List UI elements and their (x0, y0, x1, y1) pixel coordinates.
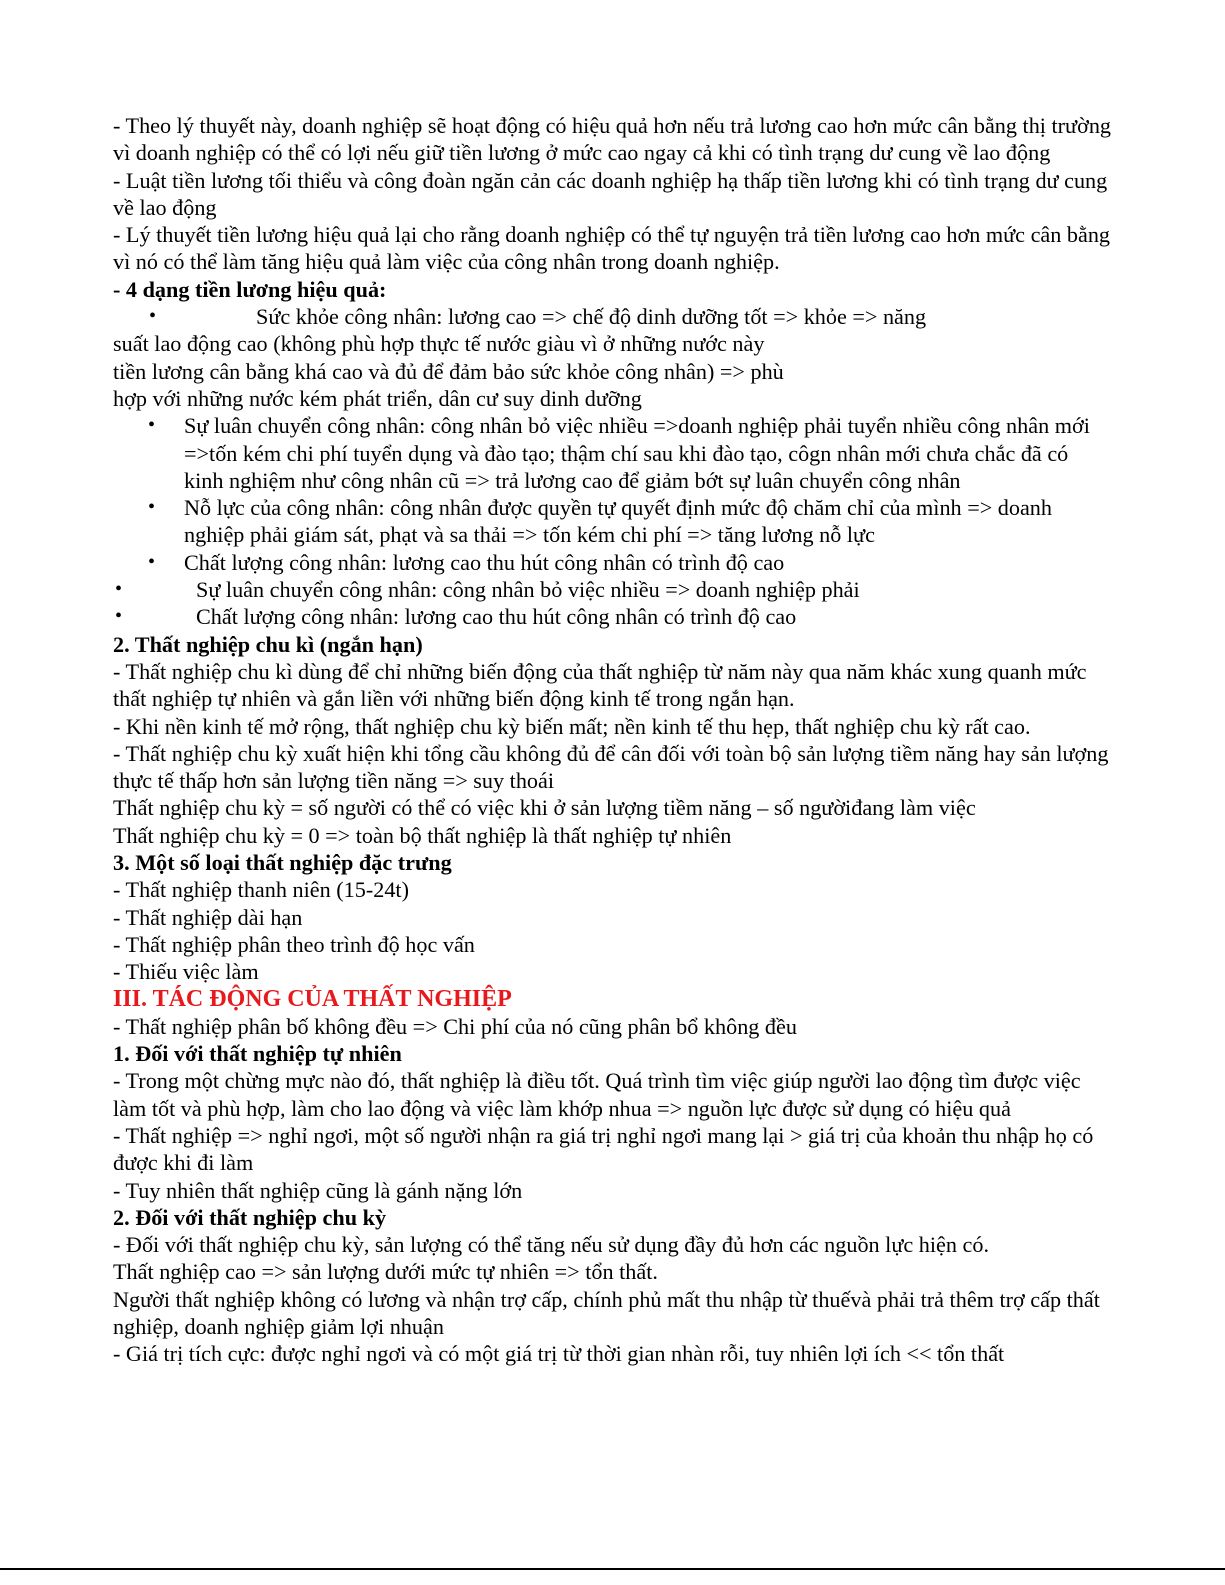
paragraph-efficiency-theory: - Theo lý thuyết này, doanh nghiệp sẽ hoạt động có hiệu quả hơn nếu trả lương cao hơn mức cân bằng thị trường vì doanh nghiệp có thể có lợi nếu giữ tiền lương ở mức cao ngay cả khi có tình trạng dư cung về lao động (113, 113, 1112, 166)
bullet-quality (113, 549, 1113, 576)
heading-special-types: 3. Một số loại thất nghiệp đặc trưng (113, 850, 452, 876)
paragraph-natural-burden: - Tuy nhiên thất nghiệp cũng là gánh nặng lớn (113, 1177, 523, 1203)
paragraph-natural-rest: - Thất nghiệp => nghỉ ngơi, một số người nhận ra giá trị nghỉ ngơi mang lại > giá trị của khoản thu nhập họ có được khi đi làm (113, 1122, 1094, 1176)
paragraph-cyclical-expand: - Khi nền kinh tế mở rộng, thất nghiệp chu kỳ biến mất; nền kinh tế thu hẹp, thất nghiệp chu kỳ rất cao. (113, 713, 1031, 739)
paragraph-cyclical-demand: - Thất nghiệp chu kỳ xuất hiện khi tổng cầu không đủ để cân đối với toàn bộ sản lượng tiềm năng hay sản lượng thực tế thấp hơn sản lượng tiền năng => suy thoái (113, 740, 1109, 794)
formula-cyclical: Thất nghiệp chu kỳ = số người có thể có việc khi ở sản lượng tiềm năng – số ngườiđang làm việc (113, 795, 976, 821)
list-item-long-term: - Thất nghiệp dài hạn (113, 904, 303, 930)
heading-cyclical-impact: 2. Đối với thất nghiệp chu kỳ (113, 1204, 387, 1230)
bullet-turnover-text: Sự luân chuyển công nhân: công nhân bỏ việc nhiều =>doanh nghiệp phải tuyển nhiều công nhân mới =>tốn kém chi phí tuyển dụng và đào tạo; thậm chí sau khi đào tạo, côgn nhân mới chưa chắc đã có kinh nghiệm như công nhân cũ => trả lương cao để giảm bớt sự luân chuyển công nhân (184, 413, 1090, 493)
paragraph-efficiency-wage: - Lý thuyết tiền lương hiệu quả lại cho rằng doanh nghiệp có thể tự nguyện trả tiền lương cao hơn mức cân bằng vì nó có thể làm tăng hiệu quả làm việc của công nhân trong doanh nghiệp. (113, 222, 1111, 275)
bullet-health-cont-2: tiền lương cân bằng khá cao và đủ để đảm bảo sức khỏe công nhân) => phù (113, 358, 784, 384)
bullet-quality-repeat-text: Chất lượng công nhân: lương cao thu hút công nhân có trình độ cao (196, 604, 797, 630)
heading-four-types: - 4 dạng tiền lương hiệu quả: (113, 276, 387, 302)
bullet-effort (113, 494, 1113, 549)
bullet-health-cont-3: hợp với những nước kém phát triển, dân cư suy dinh dưỡng (113, 385, 642, 411)
list-item-youth: - Thất nghiệp thanh niên (15-24t) (113, 877, 409, 903)
page-bottom-rule (0, 1568, 1225, 1570)
paragraph-cyclical-output: - Đối với thất nghiệp chu kỳ, sản lượng có thể tăng nếu sử dụng đầy đủ hơn các nguồn lực hiện có. (113, 1232, 990, 1258)
bullet-icon: • (149, 305, 157, 328)
paragraph-cyclical-welfare: Người thất nghiệp không có lương và nhận trợ cấp, chính phủ mất thu nhập từ thuếvà phải trả thêm trợ cấp thất nghiệp, doanh nghiệp giảm lợi nhuận (113, 1286, 1100, 1340)
document-page (113, 112, 1113, 1368)
bullet-icon: • (148, 414, 156, 437)
bullet-icon: • (115, 578, 123, 601)
bullet-quality-repeat (113, 603, 1113, 630)
list-item-underemployment: - Thiếu việc làm (113, 959, 259, 985)
paragraph-cyclical-positive: - Giá trị tích cực: được nghỉ ngơi và có một giá trị từ thời gian nhàn rỗi, tuy nhiên lợi ích << tổn thất (113, 1341, 1005, 1367)
paragraph-minimum-wage: - Luật tiền lương tối thiểu và công đoàn ngăn cản các doanh nghiệp hạ thấp tiền lương khi có tình trạng dư cung về lao động (113, 167, 1108, 220)
bullet-turnover (113, 412, 1113, 494)
bullet-turnover-repeat-text: Sự luân chuyển công nhân: công nhân bỏ việc nhiều => doanh nghiệp phải (196, 577, 860, 603)
bullet-health-cont-1: suất lao động cao (không phù hợp thực tế nước giàu vì ở những nước này (113, 331, 765, 357)
bullet-icon: • (148, 550, 156, 573)
formula-cyclical-zero: Thất nghiệp chu kỳ = 0 => toàn bộ thất nghiệp là thất nghiệp tự nhiên (113, 822, 732, 848)
bullet-health-text: Sức khỏe công nhân: lương cao => chế độ dinh dưỡng tốt => khỏe => năng (256, 304, 927, 330)
bullet-health (113, 303, 1113, 330)
list-item-education: - Thất nghiệp phân theo trình độ học vấn (113, 931, 475, 957)
heading-cyclical-unemployment: 2. Thất nghiệp chu kì (ngắn hạn) (113, 631, 423, 657)
paragraph-cyclical-loss: Thất nghiệp cao => sản lượng dưới mức tự nhiên => tổn thất. (113, 1259, 658, 1285)
heading-natural-unemployment: 1. Đối với thất nghiệp tự nhiên (113, 1041, 402, 1067)
bullet-icon: • (115, 605, 123, 628)
paragraph-natural-good: - Trong một chừng mực nào đó, thất nghiệp là điều tốt. Quá trình tìm việc giúp người lao động tìm được việc làm tốt và phù hợp, làm cho lao động và việc làm khớp nhua => nguồn lực được sử dụng có hiệu quả (113, 1068, 1081, 1121)
bullet-icon: • (148, 496, 156, 519)
paragraph-cyclical-def: - Thất nghiệp chu kì dùng để chỉ những biến động của thất nghiệp từ năm này qua năm khác xung quanh mức thất nghiệp tự nhiên và gắn liền với những biến động kinh tế trong ngắn hạn. (113, 658, 1087, 712)
bullet-effort-text: Nỗ lực của công nhân: công nhân được quyền tự quyết định mức độ chăm chỉ của mình => doanh nghiệp phải giám sát, phạt và sa thải => tốn kém chi phí => tăng lương nỗ lực (184, 495, 1052, 548)
heading-impact: III. TÁC ĐỘNG CỦA THẤT NGHIỆP (113, 985, 512, 1012)
bullet-turnover-repeat (113, 576, 1113, 603)
paragraph-impact-distribution: - Thất nghiệp phân bố không đều => Chi phí của nó cũng phân bổ không đều (113, 1013, 797, 1039)
bullet-quality-text: Chất lượng công nhân: lương cao thu hút công nhân có trình độ cao (184, 549, 785, 575)
